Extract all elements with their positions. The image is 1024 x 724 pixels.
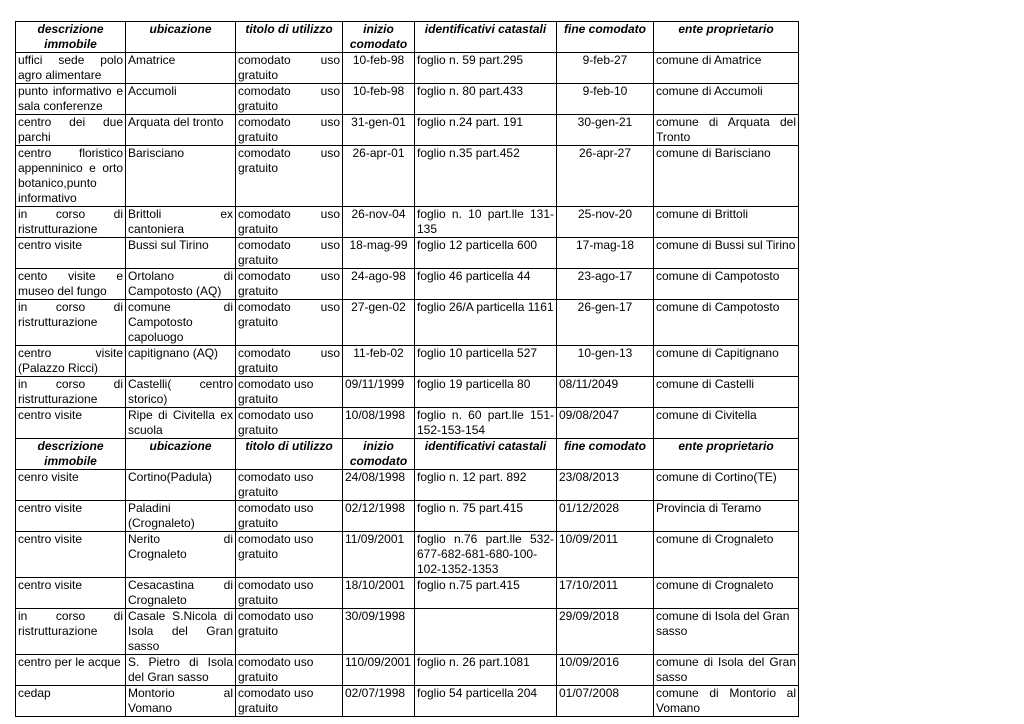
titolo-line: comodato uso [238,686,314,700]
cell-fine: 10/09/2011 [557,532,654,578]
cell-ubicazione: S. Pietro di Isola del Gran sasso [126,655,236,686]
cell-ubicazione: Montorio al Vomano [126,686,236,717]
cell-titolo [236,609,343,655]
table-row [16,470,799,501]
cell-titolo [236,115,343,146]
ente-line: comune di Bussi sul Tirino [656,238,796,252]
cell-ente [654,146,799,207]
cell-descrizione: centro per le acque [16,655,126,686]
table-row [16,300,799,346]
titolo-line: comodato uso [238,655,314,669]
cell-ente [654,238,799,269]
table-row [16,346,799,377]
titolo-line-2: gratuito [238,485,279,499]
cell-catasto: foglio n.75 part.415 [415,578,557,609]
titolo-line-2: gratuito [238,516,279,530]
cell-titolo [236,470,343,501]
cell-inizio: 11-feb-02 [343,346,415,377]
cell-inizio: 26-nov-04 [343,207,415,238]
cell-inizio: 24/08/1998 [343,470,415,501]
cell-ente [654,300,799,346]
titolo-line: comodato uso [238,408,314,422]
cell-inizio: 31-gen-01 [343,115,415,146]
cell-ente [654,532,799,578]
table-row [16,655,799,686]
cell-fine: 23-ago-17 [557,269,654,300]
cell-fine: 10-gen-13 [557,346,654,377]
titolo-line-2: gratuito [238,670,279,684]
cell-inizio: 30/09/1998 [343,609,415,655]
table-row [16,146,799,207]
cell-descrizione: centro visite [16,578,126,609]
cell-fine: 09/08/2047 [557,408,654,439]
ente-line-2: sasso [656,624,688,638]
cell-inizio: 02/07/1998 [343,686,415,717]
cell-ente [654,408,799,439]
titolo-line-2: gratuito [238,423,279,437]
cell-ubicazione: Casale S.Nicola di Isola del Gran sasso [126,609,236,655]
cell-catasto: foglio n. 75 part.415 [415,501,557,532]
cell-ente [654,609,799,655]
cell-catasto: foglio 19 particella 80 [415,377,557,408]
cell-inizio: 26-apr-01 [343,146,415,207]
cell-ubicazione: Castelli( centro storico) [126,377,236,408]
cell-inizio: 110/09/2001 [343,655,415,686]
cell-catasto: foglio 26/A particella 1161 [415,300,557,346]
cell-ente [654,269,799,300]
cell-catasto: foglio 12 particella 600 [415,238,557,269]
cell-catasto: foglio n. 80 part.433 [415,84,557,115]
cell-descrizione: in corso di ristrutturazione [16,207,126,238]
titolo-line-2: gratuito [238,547,279,561]
cell-descrizione: punto informativo e sala conferenze [16,84,126,115]
titolo-line: comodato uso gratuito [238,207,340,236]
table-row [16,609,799,655]
cell-ubicazione: Amatrice [126,53,236,84]
table-row [16,532,799,578]
cell-titolo [236,269,343,300]
cell-titolo [236,686,343,717]
cell-descrizione: centro visite [16,408,126,439]
cell-titolo [236,532,343,578]
cell-fine: 29/09/2018 [557,609,654,655]
cell-ente [654,578,799,609]
titolo-line: comodato uso gratuito [238,84,340,113]
column-header: titolo di utilizzo [236,22,343,53]
cell-inizio: 24-ago-98 [343,269,415,300]
cell-descrizione: centro visite [16,501,126,532]
ente-line: comune di Crognaleto [656,578,774,592]
table-row [16,408,799,439]
titolo-line: comodato uso [238,532,314,546]
titolo-line: comodato uso [238,609,314,623]
cell-titolo [236,655,343,686]
cell-ubicazione: Nerito di Crognaleto [126,532,236,578]
cell-ubicazione: Paladini (Crognaleto) [126,501,236,532]
cell-ubicazione: capitignano (AQ) [126,346,236,377]
cell-ente [654,84,799,115]
cell-catasto: foglio n. 60 part.lle 151-152-153-154 [415,408,557,439]
cell-titolo [236,346,343,377]
cell-descrizione: cento visite e museo del fungo [16,269,126,300]
ente-line: comune di Brittoli [656,207,749,221]
cell-catasto: foglio n.35 part.452 [415,146,557,207]
cell-descrizione: centro floristico appenninico e orto botanico,punto informativo [16,146,126,207]
cell-fine: 9-feb-10 [557,84,654,115]
table-row [16,578,799,609]
cell-catasto: foglio n.24 part. 191 [415,115,557,146]
column-header: ubicazione [126,439,236,470]
cell-descrizione: centro visite (Palazzo Ricci) [16,346,126,377]
cell-catasto: foglio n. 10 part.lle 131-135 [415,207,557,238]
cell-catasto: foglio 54 particella 204 [415,686,557,717]
ente-line: comune di Isola del Gran sasso [656,655,796,684]
titolo-line: comodato uso gratuito [238,269,340,298]
cell-catasto [415,609,557,655]
titolo-line-2: gratuito [238,593,279,607]
cell-descrizione: centro dei due parchi [16,115,126,146]
header-row [16,439,799,470]
cell-ente [654,346,799,377]
table-row [16,53,799,84]
titolo-line: comodato uso [238,377,314,391]
titolo-line: comodato uso [238,578,314,592]
cell-inizio: 10-feb-98 [343,84,415,115]
cell-ubicazione: Cesacastina di Crognaleto [126,578,236,609]
titolo-line: comodato uso gratuito [238,115,340,144]
cell-titolo [236,377,343,408]
cell-ente [654,115,799,146]
cell-ubicazione: Ortolano di Campotosto (AQ) [126,269,236,300]
column-header: inizio comodato [343,22,415,53]
column-header: descrizione immobile [16,22,126,53]
cell-ente [654,377,799,408]
cell-titolo [236,300,343,346]
cell-catasto: foglio 10 particella 527 [415,346,557,377]
column-header: fine comodato [557,22,654,53]
ente-line: comune di Isola del Gran [656,609,790,623]
ente-line: comune di Castelli [656,377,755,391]
cell-catasto: foglio n. 12 part. 892 [415,470,557,501]
cell-descrizione: in corso di ristrutturazione [16,300,126,346]
cell-ente [654,470,799,501]
table-row [16,377,799,408]
ente-line: comune di Capitignano [656,346,779,360]
header-row [16,22,799,53]
cell-inizio: 27-gen-02 [343,300,415,346]
cell-catasto: foglio n.76 part.lle 532-677-682-681-680-100-102-1352-1353 [415,532,557,578]
cell-inizio: 02/12/1998 [343,501,415,532]
column-header: fine comodato [557,439,654,470]
column-header: descrizione immobile [16,439,126,470]
cell-catasto: foglio n. 26 part.1081 [415,655,557,686]
ente-line: comune di Accumoli [656,84,763,98]
cell-descrizione: cedap [16,686,126,717]
cell-inizio: 09/11/1999 [343,377,415,408]
cell-ubicazione: Cortino(Padula) [126,470,236,501]
cell-fine: 17-mag-18 [557,238,654,269]
cell-titolo [236,238,343,269]
ente-line: comune di Campotosto [656,269,780,283]
titolo-line: comodato uso gratuito [238,146,340,175]
titolo-line-2: gratuito [238,701,279,715]
cell-fine: 25-nov-20 [557,207,654,238]
comodato-table [15,21,799,717]
cell-descrizione: centro visite [16,238,126,269]
cell-descrizione: cenro visite [16,470,126,501]
table-row [16,269,799,300]
cell-ente [654,53,799,84]
cell-inizio: 11/09/2001 [343,532,415,578]
cell-ubicazione: Brittoli ex cantoniera [126,207,236,238]
cell-catasto: foglio n. 59 part.295 [415,53,557,84]
cell-descrizione: in corso di ristrutturazione [16,609,126,655]
cell-inizio: 18/10/2001 [343,578,415,609]
cell-titolo [236,408,343,439]
titolo-line-2: gratuito [238,392,279,406]
cell-fine: 26-gen-17 [557,300,654,346]
ente-line: comune di Crognaleto [656,532,774,546]
titolo-line: comodato uso [238,501,314,515]
cell-fine: 17/10/2011 [557,578,654,609]
column-header: ubicazione [126,22,236,53]
cell-inizio: 10/08/1998 [343,408,415,439]
ente-line: comune di Civitella [656,408,757,422]
table-row [16,686,799,717]
cell-fine: 26-apr-27 [557,146,654,207]
cell-ubicazione: Barisciano [126,146,236,207]
cell-catasto: foglio 46 particella 44 [415,269,557,300]
cell-titolo [236,84,343,115]
cell-descrizione: uffici sede polo agro alimentare [16,53,126,84]
ente-line: comune di Montorio al Vomano [656,686,796,715]
cell-titolo [236,146,343,207]
titolo-line: comodato uso [238,470,314,484]
ente-line: comune di Cortino(TE) [656,470,777,484]
column-header: identificativi catastali [415,22,557,53]
cell-ubicazione: Arquata del tronto [126,115,236,146]
cell-fine: 30-gen-21 [557,115,654,146]
cell-ente [654,501,799,532]
cell-fine: 23/08/2013 [557,470,654,501]
titolo-line-2: gratuito [238,624,279,638]
column-header: titolo di utilizzo [236,439,343,470]
cell-titolo [236,53,343,84]
cell-ente [654,686,799,717]
ente-line: comune di Amatrice [656,53,762,67]
cell-ubicazione: Bussi sul Tirino [126,238,236,269]
cell-fine: 08/11/2049 [557,377,654,408]
titolo-line: comodato uso gratuito [238,53,340,82]
cell-ubicazione: Accumoli [126,84,236,115]
table-row [16,115,799,146]
ente-line: Provincia di Teramo [656,501,762,515]
cell-titolo [236,578,343,609]
ente-line: comune di Arquata del Tronto [656,115,796,144]
cell-ubicazione: Ripe di Civitella ex scuola [126,408,236,439]
cell-ente [654,655,799,686]
cell-fine: 10/09/2016 [557,655,654,686]
cell-fine: 9-feb-27 [557,53,654,84]
cell-descrizione: in corso di ristrutturazione [16,377,126,408]
cell-titolo [236,207,343,238]
column-header: identificativi catastali [415,439,557,470]
cell-descrizione: centro visite [16,532,126,578]
ente-line: comune di Campotosto [656,300,780,314]
cell-titolo [236,501,343,532]
table-row [16,84,799,115]
titolo-line: comodato uso gratuito [238,300,340,329]
cell-inizio: 18-mag-99 [343,238,415,269]
cell-fine: 01/12/2028 [557,501,654,532]
ente-line: comune di Barisciano [656,146,771,160]
column-header: inizio comodato [343,439,415,470]
cell-ubicazione: comune di Campotosto capoluogo [126,300,236,346]
cell-fine: 01/07/2008 [557,686,654,717]
titolo-line: comodato uso gratuito [238,346,340,375]
titolo-line: comodato uso gratuito [238,238,340,267]
cell-inizio: 10-feb-98 [343,53,415,84]
column-header: ente proprietario [654,439,799,470]
table-row [16,238,799,269]
cell-ente [654,207,799,238]
table-row [16,501,799,532]
table-row [16,207,799,238]
column-header: ente proprietario [654,22,799,53]
